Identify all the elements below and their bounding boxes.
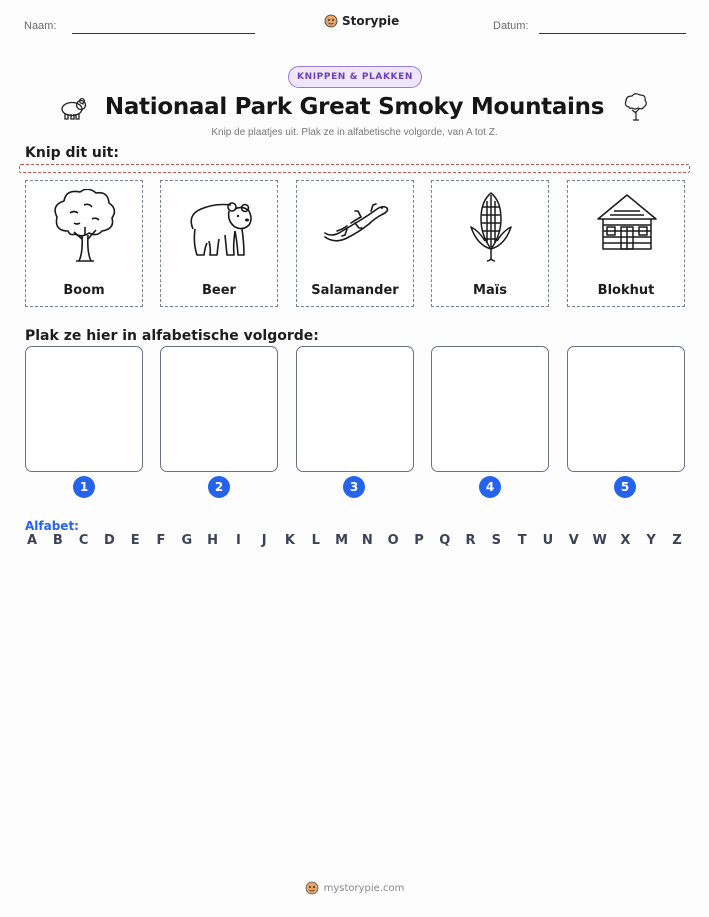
alphabet-letter: Z bbox=[672, 533, 682, 548]
cut-cards bbox=[25, 180, 685, 307]
card-label: Salamander bbox=[311, 283, 399, 298]
activity-badge: KNIPPEN & PLAKKEN bbox=[288, 66, 422, 88]
alphabet-letter: G bbox=[181, 533, 193, 548]
paste-section-label: Plak ze hier in alfabetische volgorde: bbox=[25, 328, 319, 344]
alphabet-letter: U bbox=[542, 533, 554, 548]
name-line[interactable] bbox=[72, 33, 255, 34]
cut-card-beer[interactable] bbox=[160, 180, 278, 307]
footer-url[interactable]: mystorypie.com bbox=[323, 882, 405, 894]
alphabet-letter: O bbox=[387, 533, 399, 548]
slot-number: 4 bbox=[479, 476, 501, 498]
paste-box-3[interactable] bbox=[296, 346, 414, 472]
cabin-icon bbox=[592, 189, 662, 263]
alphabet-letter: W bbox=[592, 533, 607, 548]
alphabet-letter: R bbox=[465, 533, 476, 548]
card-label: Beer bbox=[202, 283, 236, 298]
alphabet-letter: S bbox=[491, 533, 502, 548]
alphabet-letter: M bbox=[335, 533, 349, 548]
paste-box-5[interactable] bbox=[567, 346, 685, 472]
cut-line bbox=[19, 164, 690, 173]
alphabet-letter: J bbox=[261, 533, 267, 548]
slot-number: 3 bbox=[343, 476, 365, 498]
alphabet-letter: X bbox=[620, 533, 631, 548]
cut-card-mais[interactable] bbox=[431, 180, 549, 307]
alphabet-letter: D bbox=[103, 533, 115, 548]
card-label: Boom bbox=[63, 283, 105, 298]
name-label: Naam: bbox=[24, 20, 57, 32]
brand-name: Storypie bbox=[342, 14, 400, 28]
alphabet-letter: P bbox=[414, 533, 424, 548]
bear-icon bbox=[185, 189, 255, 263]
alphabet-letter: T bbox=[517, 533, 527, 548]
paste-box-4[interactable] bbox=[431, 346, 549, 472]
storypie-logo-icon bbox=[324, 14, 338, 28]
alphabet-letter: C bbox=[78, 533, 89, 548]
alphabet-letter: A bbox=[26, 533, 38, 548]
alphabet-letter: Q bbox=[439, 533, 451, 548]
cut-card-salamander[interactable] bbox=[296, 180, 414, 307]
paste-box-2[interactable] bbox=[160, 346, 278, 472]
brand-logo bbox=[324, 14, 399, 28]
tree-icon bbox=[50, 189, 120, 263]
alphabet-letter: E bbox=[130, 533, 140, 548]
footer bbox=[0, 881, 709, 895]
corn-icon bbox=[456, 189, 526, 263]
tree-icon bbox=[620, 92, 652, 122]
title-row bbox=[0, 92, 709, 122]
alphabet-letter: N bbox=[361, 533, 373, 548]
slot-number: 2 bbox=[208, 476, 230, 498]
alphabet-letter: I bbox=[235, 533, 241, 548]
alphabet-letter: F bbox=[156, 533, 166, 548]
alphabet-letter: V bbox=[568, 533, 579, 548]
alphabet-letter: L bbox=[311, 533, 320, 548]
salamander-icon bbox=[321, 189, 391, 263]
date-label: Datum: bbox=[493, 20, 529, 32]
card-label: Maïs bbox=[473, 283, 507, 298]
alphabet-row bbox=[25, 533, 684, 548]
card-label: Blokhut bbox=[597, 283, 655, 298]
paste-box-1[interactable] bbox=[25, 346, 143, 472]
alphabet-title: Alfabet: bbox=[25, 519, 79, 533]
alphabet-letter: K bbox=[284, 533, 295, 548]
alphabet-letter: Y bbox=[646, 533, 656, 548]
slot-number: 5 bbox=[614, 476, 636, 498]
cut-card-blokhut[interactable] bbox=[567, 180, 685, 307]
slot-number: 1 bbox=[73, 476, 95, 498]
date-line[interactable] bbox=[539, 33, 686, 34]
alphabet-letter: H bbox=[207, 533, 219, 548]
instructions: Knip de plaatjes uit. Plak ze in alfabetische volgorde, van A tot Z. bbox=[211, 127, 498, 138]
page-title: Nationaal Park Great Smoky Mountains bbox=[104, 94, 605, 120]
storypie-logo-icon bbox=[305, 881, 319, 895]
cut-card-boom[interactable] bbox=[25, 180, 143, 307]
alphabet-letter: B bbox=[52, 533, 63, 548]
cut-section-label: Knip dit uit: bbox=[25, 145, 119, 161]
bear-icon bbox=[57, 92, 89, 122]
